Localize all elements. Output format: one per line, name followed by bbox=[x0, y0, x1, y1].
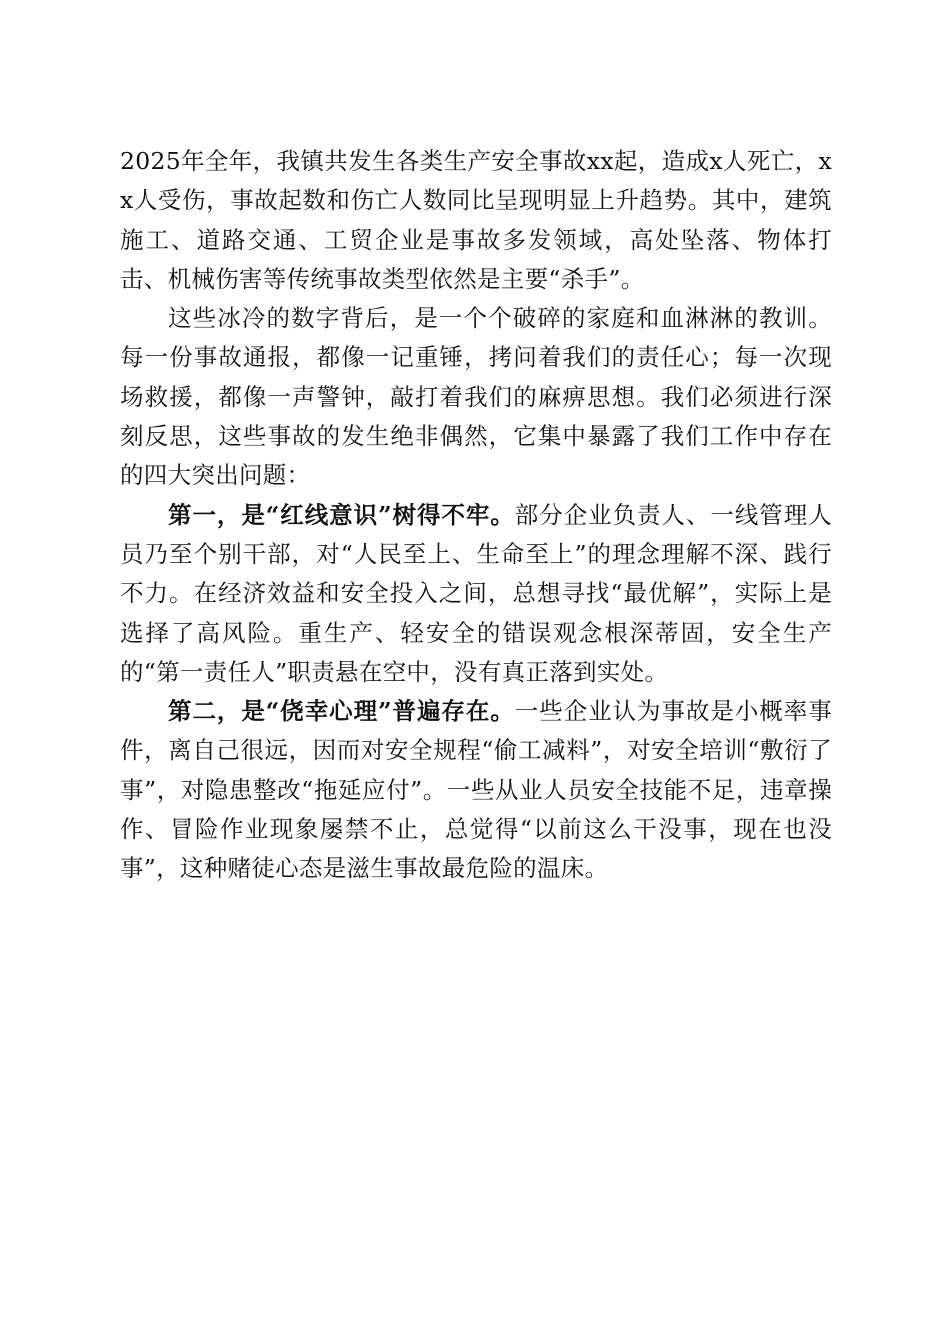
paragraph-text: 这些冰冷的数字背后，是一个个破碎的家庭和血淋淋的教训。每一份事故通报，都像一记重锤，拷问着我们的责任心；每一次现场救援，都像一声警钟，敲打着我们的麻痹思想。我们必须进行深刻反思，这些事故的发生绝非偶然，它集中暴露了我们工作中存在的四大突出问题： bbox=[120, 304, 832, 490]
paragraph-problem-one bbox=[120, 496, 832, 692]
paragraph-text: 一些企业认为事故是小概率事件，离自己很远，因而对安全规程“偷工减料”，对安全培训“敷衍了事”，对隐患整改“拖延应付”。一些从业人员安全技能不足，违章操作、冒险作业现象屡禁不止，总觉得“以前这么干没事，现在也没事”，这种赌徒心态是滋生事故最危险的温床。 bbox=[120, 697, 832, 883]
paragraph-problem-two bbox=[120, 692, 832, 888]
paragraph-accident-statistics bbox=[120, 142, 832, 299]
paragraph-lead: 第一，是“红线意识”树得不牢。 bbox=[168, 500, 515, 529]
paragraph-lead: 第二，是“侥幸心理”普遍存在。 bbox=[168, 697, 515, 726]
document-body bbox=[120, 142, 832, 889]
paragraph-text: 部分企业负责人、一线管理人员乃至个别干部，对“人民至上、生命至上”的理念理解不深、践行不力。在经济效益和安全投入之间，总想寻找“最优解”，实际上是选择了高风险。重生产、轻安全的错误观念根深蒂固，安全生产的“第一责任人”职责悬在空中，没有真正落到实处。 bbox=[120, 500, 832, 686]
paragraph-text: 2025年全年，我镇共发生各类生产安全事故xx起，造成x人死亡，xx人受伤，事故起数和伤亡人数同比呈现明显上升趋势。其中，建筑施工、道路交通、工贸企业是事故多发领域，高处坠落、物体打击、机械伤害等传统事故类型依然是主要“杀手”。 bbox=[120, 147, 832, 293]
paragraph-reflection bbox=[120, 299, 832, 495]
